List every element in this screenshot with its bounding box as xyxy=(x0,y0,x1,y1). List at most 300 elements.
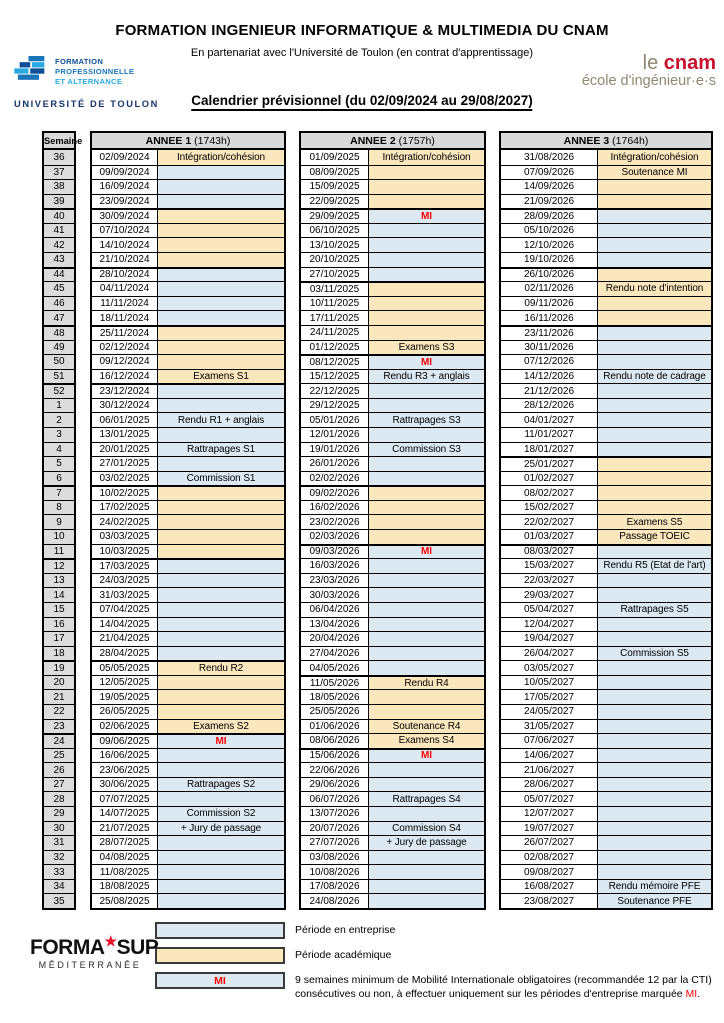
date-cell: 15/03/2027 xyxy=(501,559,598,573)
date-cell: 08/03/2027 xyxy=(501,546,598,559)
date-cell: 16/03/2026 xyxy=(301,559,369,573)
date-cell: 09/06/2025 xyxy=(92,735,158,748)
event-cell: MI xyxy=(158,735,284,748)
event-cell xyxy=(369,865,484,879)
date-cell: 07/07/2025 xyxy=(92,792,158,806)
week-cell: 50 xyxy=(44,354,74,369)
date-cell: 19/01/2026 xyxy=(301,443,369,457)
event-cell: + Jury de passage xyxy=(158,822,284,836)
table-row xyxy=(301,529,484,544)
event-cell xyxy=(369,618,484,632)
week-cell: 22 xyxy=(44,704,74,719)
event-cell xyxy=(369,238,484,252)
event-cell xyxy=(369,268,484,282)
event-cell: Commission S1 xyxy=(158,472,284,486)
date-cell: 08/06/2026 xyxy=(301,734,369,748)
date-cell: 05/07/2027 xyxy=(501,792,598,806)
annee2-body xyxy=(301,150,484,908)
table-row xyxy=(92,412,284,427)
week-cell: 46 xyxy=(44,296,74,311)
event-cell: Rendu note de cadrage xyxy=(598,370,711,384)
legend-row-entreprise xyxy=(155,922,720,939)
table-row xyxy=(301,719,484,734)
table-row xyxy=(501,223,711,238)
event-cell xyxy=(158,749,284,763)
event-cell xyxy=(598,501,711,515)
event-cell xyxy=(158,632,284,646)
date-cell: 15/12/2025 xyxy=(301,370,369,384)
table-row xyxy=(92,587,284,602)
event-cell: Rendu mémoire PFE xyxy=(598,880,711,894)
annee1-body xyxy=(92,150,284,908)
week-cell: 19 xyxy=(44,660,74,675)
event-cell xyxy=(158,763,284,777)
table-row xyxy=(501,893,711,908)
event-cell xyxy=(158,457,284,471)
week-cell: 47 xyxy=(44,310,74,325)
week-cell: 32 xyxy=(44,850,74,865)
date-cell: 19/04/2027 xyxy=(501,632,598,646)
event-cell xyxy=(369,647,484,661)
event-cell xyxy=(598,297,711,311)
date-cell: 30/06/2025 xyxy=(92,778,158,792)
week-cell: 31 xyxy=(44,835,74,850)
annee2-header xyxy=(301,133,484,150)
date-cell: 02/02/2026 xyxy=(301,472,369,486)
annee1-hours: (1743h) xyxy=(194,134,231,147)
date-cell: 10/02/2025 xyxy=(92,487,158,500)
table-row xyxy=(92,660,284,675)
table-row xyxy=(92,310,284,325)
year-table-annee1 xyxy=(90,131,286,910)
table-row xyxy=(92,791,284,806)
table-row xyxy=(92,748,284,763)
week-cell: 38 xyxy=(44,179,74,194)
year-table-annee2 xyxy=(299,131,486,910)
week-cell: 16 xyxy=(44,617,74,632)
week-cell: 23 xyxy=(44,719,74,734)
date-cell: 16/06/2025 xyxy=(92,749,158,763)
date-cell: 18/08/2025 xyxy=(92,880,158,894)
week-cell: 43 xyxy=(44,252,74,267)
table-row xyxy=(501,689,711,704)
legend-row-mi xyxy=(155,972,720,1001)
event-cell xyxy=(598,210,711,223)
table-row xyxy=(501,544,711,559)
event-cell xyxy=(598,792,711,806)
formasup-word1: FORMA xyxy=(30,936,105,959)
date-cell: 09/08/2027 xyxy=(501,865,598,879)
table-row xyxy=(301,660,484,675)
table-row xyxy=(301,573,484,588)
date-cell: 08/02/2027 xyxy=(501,486,598,500)
table-row xyxy=(301,762,484,777)
event-cell xyxy=(598,399,711,413)
event-cell: Soutenance MI xyxy=(598,166,711,180)
table-row xyxy=(501,442,711,457)
date-cell: 07/10/2024 xyxy=(92,224,158,238)
date-cell: 09/11/2026 xyxy=(501,297,598,311)
table-row xyxy=(501,383,711,398)
week-cell: 44 xyxy=(44,267,74,282)
date-cell: 02/12/2024 xyxy=(92,341,158,355)
date-cell: 26/10/2026 xyxy=(501,269,598,282)
week-cell: 26 xyxy=(44,762,74,777)
week-cell: 14 xyxy=(44,587,74,602)
event-cell xyxy=(158,676,284,690)
table-row xyxy=(301,587,484,602)
table-row xyxy=(301,748,484,763)
event-cell: Rendu R4 xyxy=(369,677,484,690)
date-cell: 15/06/2026 xyxy=(301,750,369,763)
table-row xyxy=(501,748,711,763)
table-row xyxy=(92,850,284,865)
event-cell xyxy=(598,443,711,457)
table-row xyxy=(92,296,284,311)
date-cell: 01/03/2027 xyxy=(501,530,598,544)
legend-mi-line2-suffix: . xyxy=(697,987,701,1000)
table-row xyxy=(501,194,711,209)
date-cell: 14/06/2027 xyxy=(501,749,598,763)
event-cell xyxy=(158,647,284,661)
event-cell xyxy=(369,501,484,515)
date-cell: 31/03/2025 xyxy=(92,588,158,602)
event-cell xyxy=(369,851,484,865)
week-cell: 30 xyxy=(44,821,74,836)
table-row xyxy=(92,456,284,471)
event-cell: Rattrapages S4 xyxy=(369,792,484,806)
date-cell: 10/11/2025 xyxy=(301,297,369,311)
table-row xyxy=(501,369,711,384)
date-cell: 14/09/2026 xyxy=(501,180,598,194)
table-row xyxy=(301,281,484,296)
event-cell xyxy=(158,560,284,573)
date-cell: 23/08/2027 xyxy=(501,894,598,908)
date-cell: 28/12/2026 xyxy=(501,399,598,413)
table-row xyxy=(92,689,284,704)
date-cell: 28/04/2025 xyxy=(92,647,158,661)
table-row xyxy=(92,835,284,850)
event-cell xyxy=(158,515,284,529)
date-cell: 05/05/2025 xyxy=(92,662,158,675)
date-cell: 16/12/2024 xyxy=(92,370,158,384)
week-cell: 52 xyxy=(44,383,74,398)
table-row xyxy=(301,150,484,165)
table-row xyxy=(301,544,484,559)
date-cell: 08/09/2025 xyxy=(301,166,369,180)
date-cell: 09/02/2026 xyxy=(301,487,369,500)
event-cell xyxy=(369,283,484,296)
event-cell xyxy=(598,836,711,850)
legend-label-academique: Période académique xyxy=(295,949,392,961)
table-row xyxy=(92,165,284,180)
event-cell xyxy=(158,180,284,194)
event-cell xyxy=(369,559,484,573)
event-cell xyxy=(598,749,711,763)
table-row xyxy=(301,514,484,529)
table-row xyxy=(92,762,284,777)
table-row xyxy=(301,179,484,194)
date-cell: 23/11/2026 xyxy=(501,327,598,340)
date-cell: 10/03/2025 xyxy=(92,545,158,559)
week-cell: 13 xyxy=(44,573,74,588)
date-cell: 27/10/2025 xyxy=(301,268,369,282)
date-cell: 13/10/2025 xyxy=(301,238,369,252)
table-row xyxy=(501,325,711,340)
week-cell: 42 xyxy=(44,237,74,252)
formasup-logo xyxy=(30,933,159,970)
annee3-header xyxy=(501,133,711,150)
week-cell: 8 xyxy=(44,500,74,515)
cnam-logo xyxy=(582,53,716,89)
event-cell xyxy=(598,195,711,209)
event-cell xyxy=(369,195,484,209)
event-cell: Soutenance R4 xyxy=(369,720,484,734)
event-cell xyxy=(369,253,484,267)
date-cell: 06/07/2026 xyxy=(301,792,369,806)
week-cell: 45 xyxy=(44,281,74,296)
table-row xyxy=(301,704,484,719)
event-cell xyxy=(598,676,711,690)
event-cell xyxy=(598,384,711,398)
table-row xyxy=(501,602,711,617)
event-cell xyxy=(158,297,284,311)
event-cell xyxy=(598,618,711,632)
legend xyxy=(30,922,720,1009)
table-row xyxy=(92,617,284,632)
annee2-name: ANNEE 2 xyxy=(350,134,396,147)
table-row xyxy=(501,485,711,500)
formasup-subtitle: MĒDITERRANĒE xyxy=(38,960,142,970)
table-row xyxy=(501,427,711,442)
date-cell: 02/08/2027 xyxy=(501,851,598,865)
table-row xyxy=(501,354,711,369)
table-row xyxy=(92,806,284,821)
date-cell: 06/10/2025 xyxy=(301,224,369,238)
event-cell xyxy=(158,238,284,252)
cnam-logo-subtitle: école d'ingénieur·e·s xyxy=(581,73,716,89)
table-row xyxy=(501,296,711,311)
event-cell xyxy=(158,355,284,369)
week-cell: 40 xyxy=(44,208,74,223)
legend-label-entreprise: Période en entreprise xyxy=(295,924,396,936)
event-cell xyxy=(598,428,711,442)
date-cell: 22/09/2025 xyxy=(301,195,369,209)
annee3-hours: (1764h) xyxy=(612,134,649,147)
week-cell: 5 xyxy=(44,456,74,471)
date-cell: 09/03/2026 xyxy=(301,546,369,559)
event-cell xyxy=(158,705,284,719)
page-subtitle: En partenariat avec l'Université de Toulon (en contrat d'apprentissage) xyxy=(190,47,534,59)
event-cell xyxy=(158,487,284,500)
date-cell: 11/05/2026 xyxy=(301,677,369,690)
event-cell xyxy=(598,865,711,879)
date-cell: 27/07/2026 xyxy=(301,836,369,850)
date-cell: 30/11/2026 xyxy=(501,341,598,355)
date-cell: 21/10/2024 xyxy=(92,253,158,267)
date-cell: 07/04/2025 xyxy=(92,603,158,617)
table-row xyxy=(92,281,284,296)
legend-mi-line2: consécutives ou non, à effectuer uniquement sur les périodes d'entreprise marquée xyxy=(295,987,686,1000)
week-cell: 41 xyxy=(44,223,74,238)
table-row xyxy=(92,340,284,355)
event-cell xyxy=(598,763,711,777)
date-cell: 11/11/2024 xyxy=(92,297,158,311)
event-cell xyxy=(158,865,284,879)
event-cell xyxy=(158,792,284,806)
event-cell: MI xyxy=(369,750,484,763)
table-row xyxy=(501,310,711,325)
event-cell: MI xyxy=(369,356,484,369)
event-cell: Rattrapages S2 xyxy=(158,778,284,792)
table-row xyxy=(301,456,484,471)
table-row xyxy=(501,267,711,282)
week-cell: 51 xyxy=(44,369,74,384)
toulon-logo-line3: ET ALTERNANCE xyxy=(55,77,123,86)
semaine-column xyxy=(42,131,83,910)
table-row xyxy=(301,208,484,223)
table-row xyxy=(92,602,284,617)
table-row xyxy=(92,704,284,719)
event-cell xyxy=(369,603,484,617)
event-cell: Commission S3 xyxy=(369,443,484,457)
event-cell: Commission S5 xyxy=(598,647,711,661)
date-cell: 05/01/2026 xyxy=(301,413,369,427)
date-cell: 24/11/2025 xyxy=(301,326,369,340)
table-row xyxy=(92,500,284,515)
date-cell: 27/04/2026 xyxy=(301,647,369,661)
date-cell: 28/07/2025 xyxy=(92,836,158,850)
table-row xyxy=(92,398,284,413)
table-row xyxy=(301,398,484,413)
table-row xyxy=(501,500,711,515)
table-row xyxy=(301,850,484,865)
table-row xyxy=(501,631,711,646)
event-cell xyxy=(598,720,711,734)
event-cell xyxy=(598,486,711,500)
table-row xyxy=(301,369,484,384)
legend-label-mi xyxy=(295,972,712,1001)
date-cell: 23/06/2025 xyxy=(92,763,158,777)
table-row xyxy=(92,631,284,646)
date-cell: 03/08/2026 xyxy=(301,851,369,865)
week-cell: 39 xyxy=(44,194,74,209)
table-row xyxy=(501,471,711,486)
date-cell: 18/01/2027 xyxy=(501,443,598,457)
date-cell: 26/07/2027 xyxy=(501,836,598,850)
event-cell xyxy=(369,311,484,325)
table-row xyxy=(92,223,284,238)
page-title: FORMATION INGENIEUR INFORMATIQUE & MULTIMEDIA DU CNAM xyxy=(115,22,609,39)
table-row xyxy=(501,791,711,806)
table-row xyxy=(301,485,484,500)
date-cell: 27/01/2025 xyxy=(92,457,158,471)
universite-toulon-logo xyxy=(14,56,174,109)
date-cell: 14/12/2026 xyxy=(501,370,598,384)
table-row xyxy=(92,369,284,384)
table-row xyxy=(92,194,284,209)
event-cell xyxy=(598,588,711,602)
date-cell: 29/09/2025 xyxy=(301,210,369,223)
table-row xyxy=(501,558,711,573)
legend-row-academique xyxy=(155,947,720,964)
event-cell xyxy=(369,880,484,894)
date-cell: 20/10/2025 xyxy=(301,253,369,267)
event-cell xyxy=(598,413,711,427)
table-row xyxy=(501,733,711,748)
event-cell xyxy=(598,327,711,340)
date-cell: 14/10/2024 xyxy=(92,238,158,252)
date-cell: 14/04/2025 xyxy=(92,618,158,632)
event-cell xyxy=(158,210,284,223)
semaine-header: Semaine xyxy=(44,133,74,150)
table-row xyxy=(301,223,484,238)
date-cell: 05/04/2027 xyxy=(501,603,598,617)
table-row xyxy=(92,325,284,340)
date-cell: 19/10/2026 xyxy=(501,253,598,267)
date-cell: 04/05/2026 xyxy=(301,661,369,675)
table-row xyxy=(92,821,284,836)
legend-box-mi: MI xyxy=(155,972,285,989)
week-cell: 21 xyxy=(44,689,74,704)
event-cell xyxy=(369,574,484,588)
event-cell xyxy=(158,282,284,296)
week-cell: 33 xyxy=(44,864,74,879)
event-cell xyxy=(598,632,711,646)
date-cell: 17/08/2026 xyxy=(301,880,369,894)
table-row xyxy=(301,777,484,792)
date-cell: 21/07/2025 xyxy=(92,822,158,836)
date-cell: 23/02/2026 xyxy=(301,515,369,529)
date-cell: 17/03/2025 xyxy=(92,560,158,573)
event-cell xyxy=(369,807,484,821)
event-cell: + Jury de passage xyxy=(369,836,484,850)
date-cell: 16/08/2027 xyxy=(501,880,598,894)
event-cell xyxy=(369,224,484,238)
week-cell: 36 xyxy=(44,150,74,165)
week-cell: 6 xyxy=(44,471,74,486)
table-row xyxy=(501,719,711,734)
event-cell: Rendu R3 + anglais xyxy=(369,370,484,384)
date-cell: 17/05/2027 xyxy=(501,690,598,704)
legend-mi-line1: 9 semaines minimum de Mobilité Internationale obligatoires (recommandée 12 par la CTI) xyxy=(295,974,712,986)
table-row xyxy=(501,835,711,850)
annee2-hours: (1757h) xyxy=(398,134,435,147)
date-cell: 19/05/2025 xyxy=(92,690,158,704)
event-cell xyxy=(598,778,711,792)
table-row xyxy=(92,777,284,792)
date-cell: 12/07/2027 xyxy=(501,807,598,821)
date-cell: 31/08/2026 xyxy=(501,150,598,165)
date-cell: 09/09/2024 xyxy=(92,166,158,180)
table-row xyxy=(501,252,711,267)
table-row xyxy=(301,165,484,180)
calendar-table xyxy=(42,131,713,910)
event-cell xyxy=(158,588,284,602)
date-cell: 23/12/2024 xyxy=(92,385,158,398)
date-cell: 23/03/2026 xyxy=(301,574,369,588)
table-row xyxy=(301,791,484,806)
event-cell xyxy=(598,341,711,355)
date-cell: 12/04/2027 xyxy=(501,618,598,632)
table-row xyxy=(301,383,484,398)
table-row xyxy=(92,529,284,544)
event-cell: Examens S1 xyxy=(158,370,284,384)
event-cell: Examens S3 xyxy=(369,341,484,355)
cnam-logo-le: le xyxy=(642,52,664,74)
table-row xyxy=(301,412,484,427)
table-row xyxy=(92,179,284,194)
